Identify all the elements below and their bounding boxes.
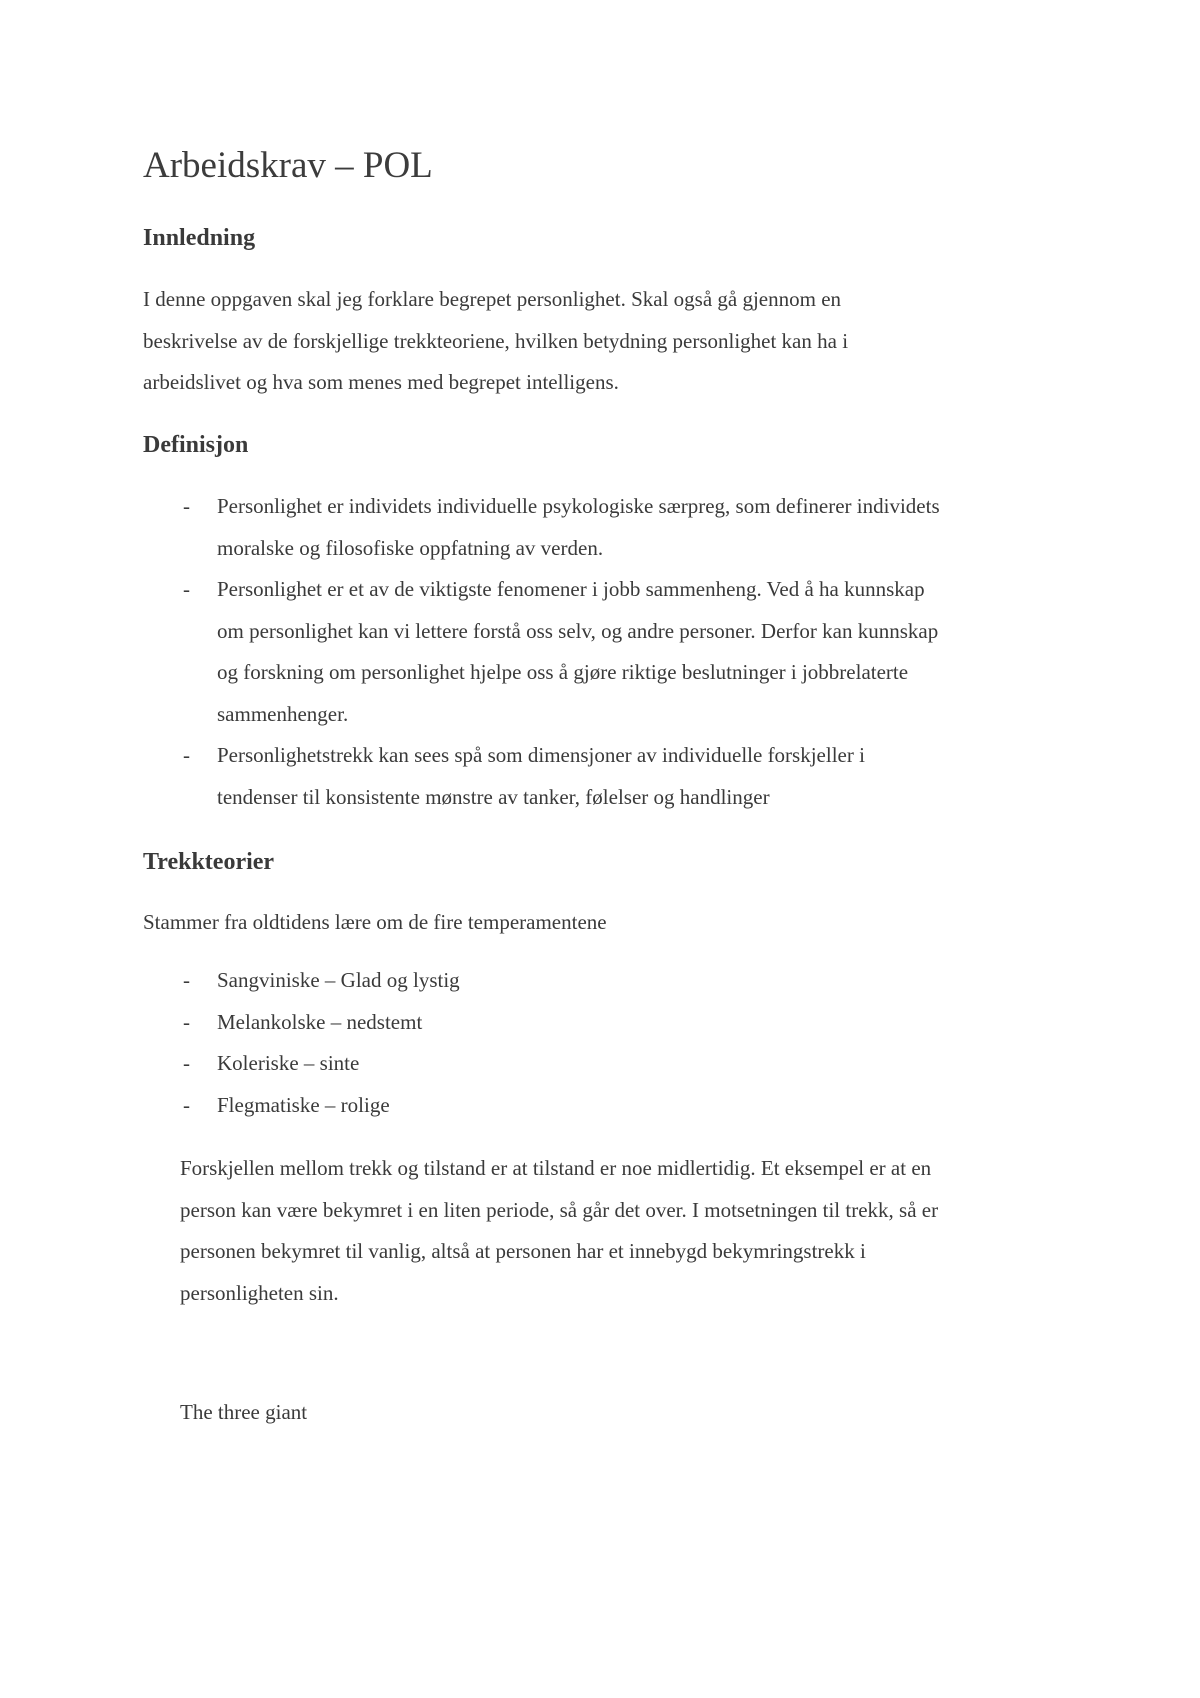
list-item bbox=[0, 486, 940, 569]
list-item-line: Sangviniske – Glad og lystig bbox=[217, 968, 460, 992]
list-item-line: om personlighet kan vi lettere forstå oss selv, og andre personer. Derfor kan kunnskap bbox=[217, 618, 939, 643]
list-dash: - bbox=[183, 494, 190, 518]
traits-paragraph-line: personligheten sin. bbox=[180, 1280, 339, 1305]
heading-innledning: Innledning bbox=[143, 225, 256, 251]
list-dash: - bbox=[183, 968, 190, 992]
list-item-text bbox=[217, 486, 940, 569]
list-item-line: Flegmatiske – rolige bbox=[217, 1092, 390, 1117]
traits-intro-line: Stammer fra oldtidens lære om de fire temperamentene bbox=[143, 910, 607, 934]
list-dash: - bbox=[183, 1009, 190, 1034]
intro-line: arbeidslivet og hva som menes med begrepet intelligens. bbox=[143, 370, 619, 394]
list-item-line: Personlighet er individets individuelle psykologiske særpreg, som definerer individets bbox=[217, 494, 940, 518]
list-item bbox=[0, 1085, 460, 1127]
traits-paragraph bbox=[180, 1148, 938, 1314]
list-item-line: og forskning om personlighet hjelpe oss å gjøre riktige beslutninger i jobbrelaterte bbox=[217, 660, 909, 684]
traits-paragraph-line: personen bekymret til vanlig, altså at personen har et innebygd bekymringstrekk i bbox=[180, 1239, 866, 1263]
traits-paragraph-line: person kan være bekymret i en liten periode, så går det over. I motsetningen til trekk, så er bbox=[180, 1197, 939, 1222]
list-item-line: Koleriske – sinte bbox=[217, 1051, 360, 1075]
heading-trekkteorier: Trekkteorier bbox=[143, 849, 275, 875]
intro-paragraph bbox=[143, 279, 848, 404]
list-item-line: moralske og filosofiske oppfatning av verden. bbox=[217, 535, 604, 560]
list-item-text bbox=[217, 735, 940, 818]
intro-line: beskrivelse av de forskjellige trekkteoriene, hvilken betydning personlighet kan ha i bbox=[143, 328, 849, 353]
list-item-text bbox=[217, 1085, 460, 1127]
list-item-line: sammenhenger. bbox=[217, 701, 349, 726]
traits-paragraph-line: Forskjellen mellom trekk og tilstand er at tilstand er noe midlertidig. Et eksempel er at en bbox=[180, 1156, 932, 1180]
subheading-three-giant bbox=[180, 1392, 307, 1434]
list-item bbox=[0, 1043, 460, 1085]
list-item bbox=[0, 569, 940, 735]
list-dash: - bbox=[183, 743, 190, 767]
list-item bbox=[0, 1002, 460, 1044]
list-dash: - bbox=[183, 577, 190, 601]
list-item-line: Personlighetstrekk kan sees spå som dimensjoner av individuelle forskjeller i bbox=[217, 743, 865, 767]
list-item bbox=[0, 735, 940, 818]
temperament-list bbox=[0, 960, 460, 1126]
subheading-text: The three giant bbox=[180, 1400, 308, 1424]
list-item-line: tendenser til konsistente mønstre av tanker, følelser og handlinger bbox=[217, 784, 770, 809]
list-dash: - bbox=[183, 1092, 190, 1117]
list-item-text bbox=[217, 960, 460, 1002]
document-title: Arbeidskrav – POL bbox=[143, 145, 433, 186]
list-item-text bbox=[217, 569, 940, 735]
list-dash: - bbox=[183, 1051, 190, 1075]
definition-list bbox=[0, 486, 940, 818]
list-item bbox=[0, 960, 460, 1002]
traits-intro bbox=[143, 902, 607, 944]
list-item-text bbox=[217, 1043, 460, 1085]
intro-line: I denne oppgaven skal jeg forklare begrepet personlighet. Skal også gå gjennom en bbox=[143, 287, 842, 311]
list-item-line: Melankolske – nedstemt bbox=[217, 1009, 423, 1034]
list-item-text bbox=[217, 1002, 460, 1044]
heading-definisjon: Definisjon bbox=[143, 432, 249, 458]
list-item-line: Personlighet er et av de viktigste fenomener i jobb sammenheng. Ved å ha kunnskap bbox=[217, 577, 925, 601]
